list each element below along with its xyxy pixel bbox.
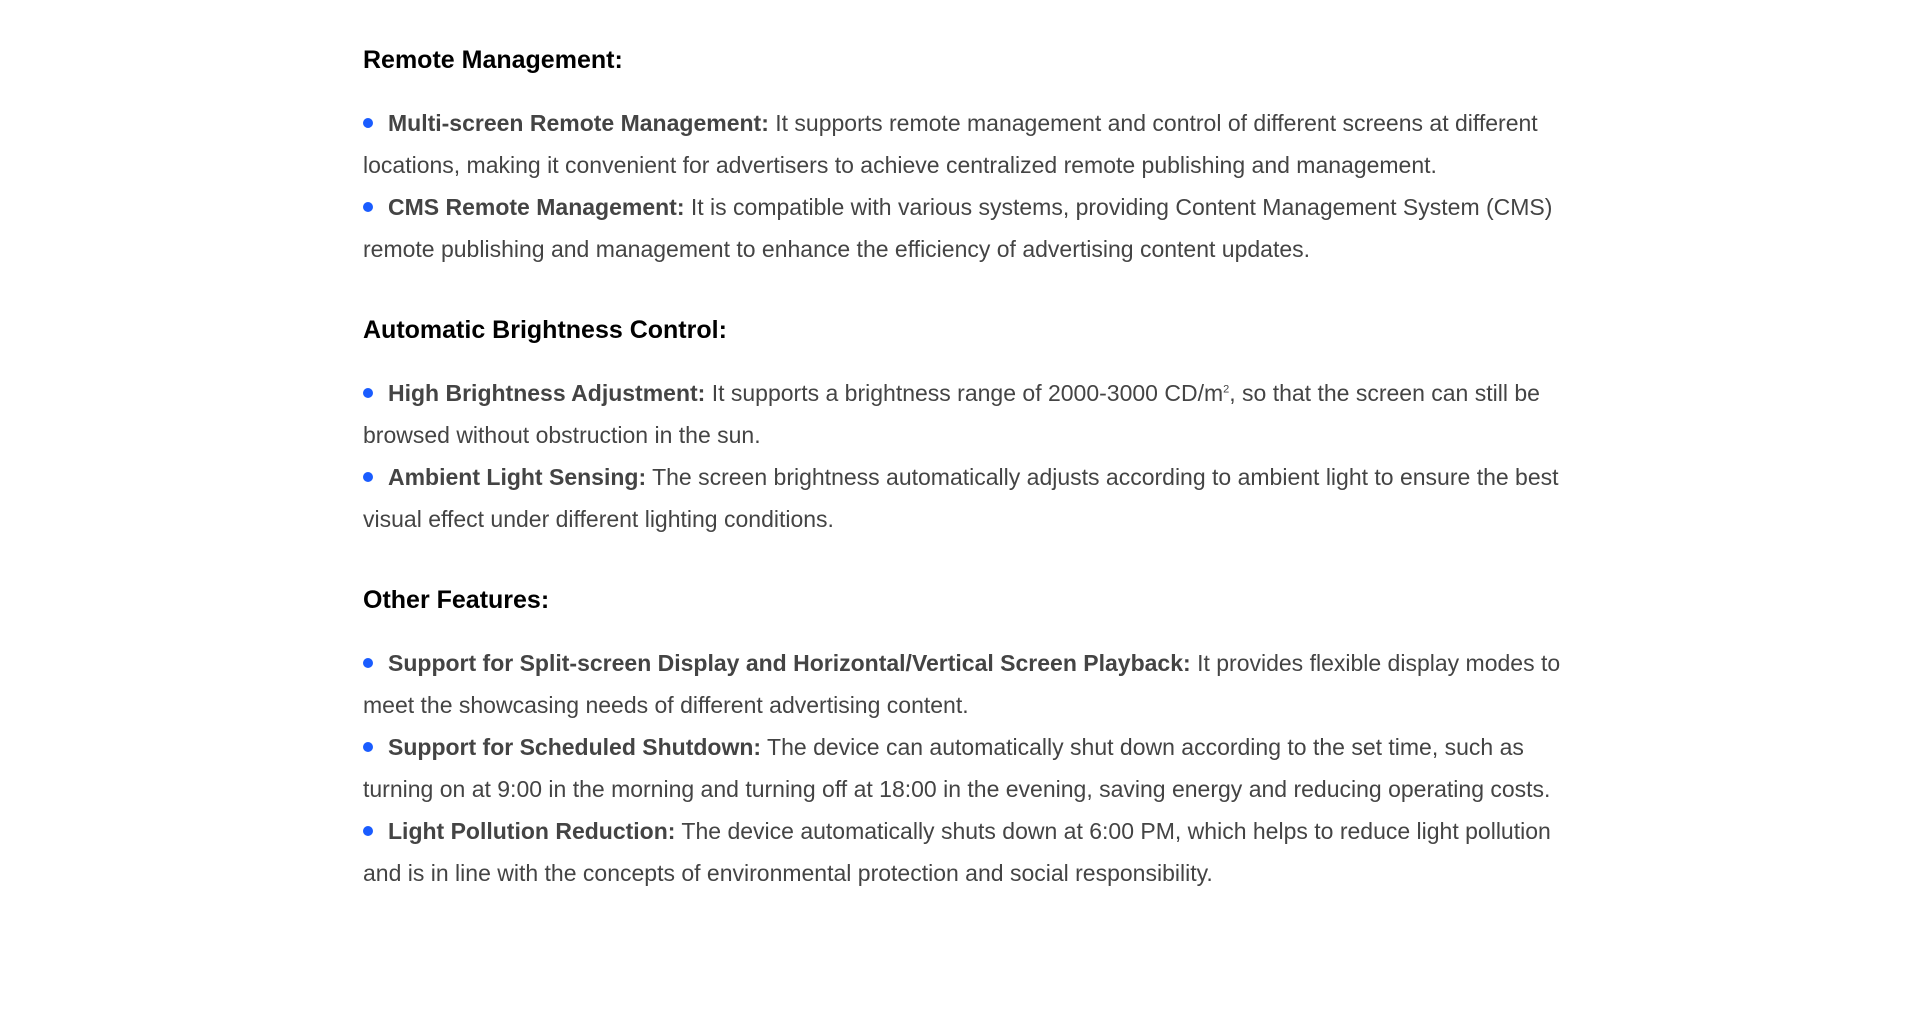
list-item [363, 642, 1563, 726]
feature-label: Ambient Light Sensing: [388, 464, 647, 490]
feature-text: It provides flexible display modes to meet the showcasing needs of different advertising content. [363, 650, 1561, 718]
bullet-icon [363, 826, 373, 836]
feature-text: The screen brightness automatically adjusts according to ambient light to ensure the best visual effect under different lighting conditions. [363, 464, 1559, 532]
section-other-features [363, 580, 1563, 894]
feature-list [363, 102, 1563, 270]
feature-label: Light Pollution Reduction: [388, 818, 676, 844]
bullet-icon [363, 202, 373, 212]
feature-label: Multi-screen Remote Management: [388, 110, 769, 136]
list-item [363, 456, 1563, 540]
feature-label: High Brightness Adjustment: [388, 380, 706, 406]
section-title: Remote Management: [363, 46, 623, 74]
feature-text: It supports remote management and control of different screens at different locations, making it convenient for advertisers to achieve centralized remote publishing and management. [363, 110, 1538, 178]
bullet-icon [363, 658, 373, 668]
bullet-icon [363, 472, 373, 482]
section-remote-management [363, 40, 1563, 270]
bullet-icon [363, 388, 373, 398]
feature-text: It is compatible with various systems, providing Content Management System (CMS) remote publishing and management to enhance the efficiency of advertising content updates. [363, 194, 1553, 262]
bullet-icon [363, 118, 373, 128]
bullet-icon [363, 742, 373, 752]
feature-label: Support for Split-screen Display and Horizontal/Vertical Screen Playback: [388, 650, 1191, 676]
feature-list [363, 642, 1563, 894]
feature-label: Support for Scheduled Shutdown: [388, 734, 762, 760]
list-item [363, 810, 1563, 894]
list-item [363, 726, 1563, 810]
section-title: Other Features: [363, 586, 550, 614]
list-item [363, 186, 1563, 270]
list-item [363, 102, 1563, 186]
feature-label: CMS Remote Management: [388, 194, 685, 220]
superscript: 2 [1223, 383, 1230, 396]
feature-text: The device automatically shuts down at 6:00 PM, which helps to reduce light pollution and is in line with the concepts of environmental protection and social responsibility. [363, 818, 1551, 886]
feature-text: The device can automatically shut down according to the set time, such as turning on at 9:00 in the morning and turning off at 18:00 in the evening, saving energy and reducing operating costs. [363, 734, 1551, 802]
feature-text-continued: , so that the screen can still be browsed without obstruction in the sun. [363, 380, 1540, 448]
feature-list [363, 372, 1563, 540]
feature-text: It supports a brightness range of 2000-3000 CD/m [705, 380, 1224, 406]
feature-content [363, 40, 1563, 934]
list-item [363, 372, 1563, 456]
section-brightness-control [363, 310, 1563, 540]
section-title: Automatic Brightness Control: [363, 316, 727, 344]
